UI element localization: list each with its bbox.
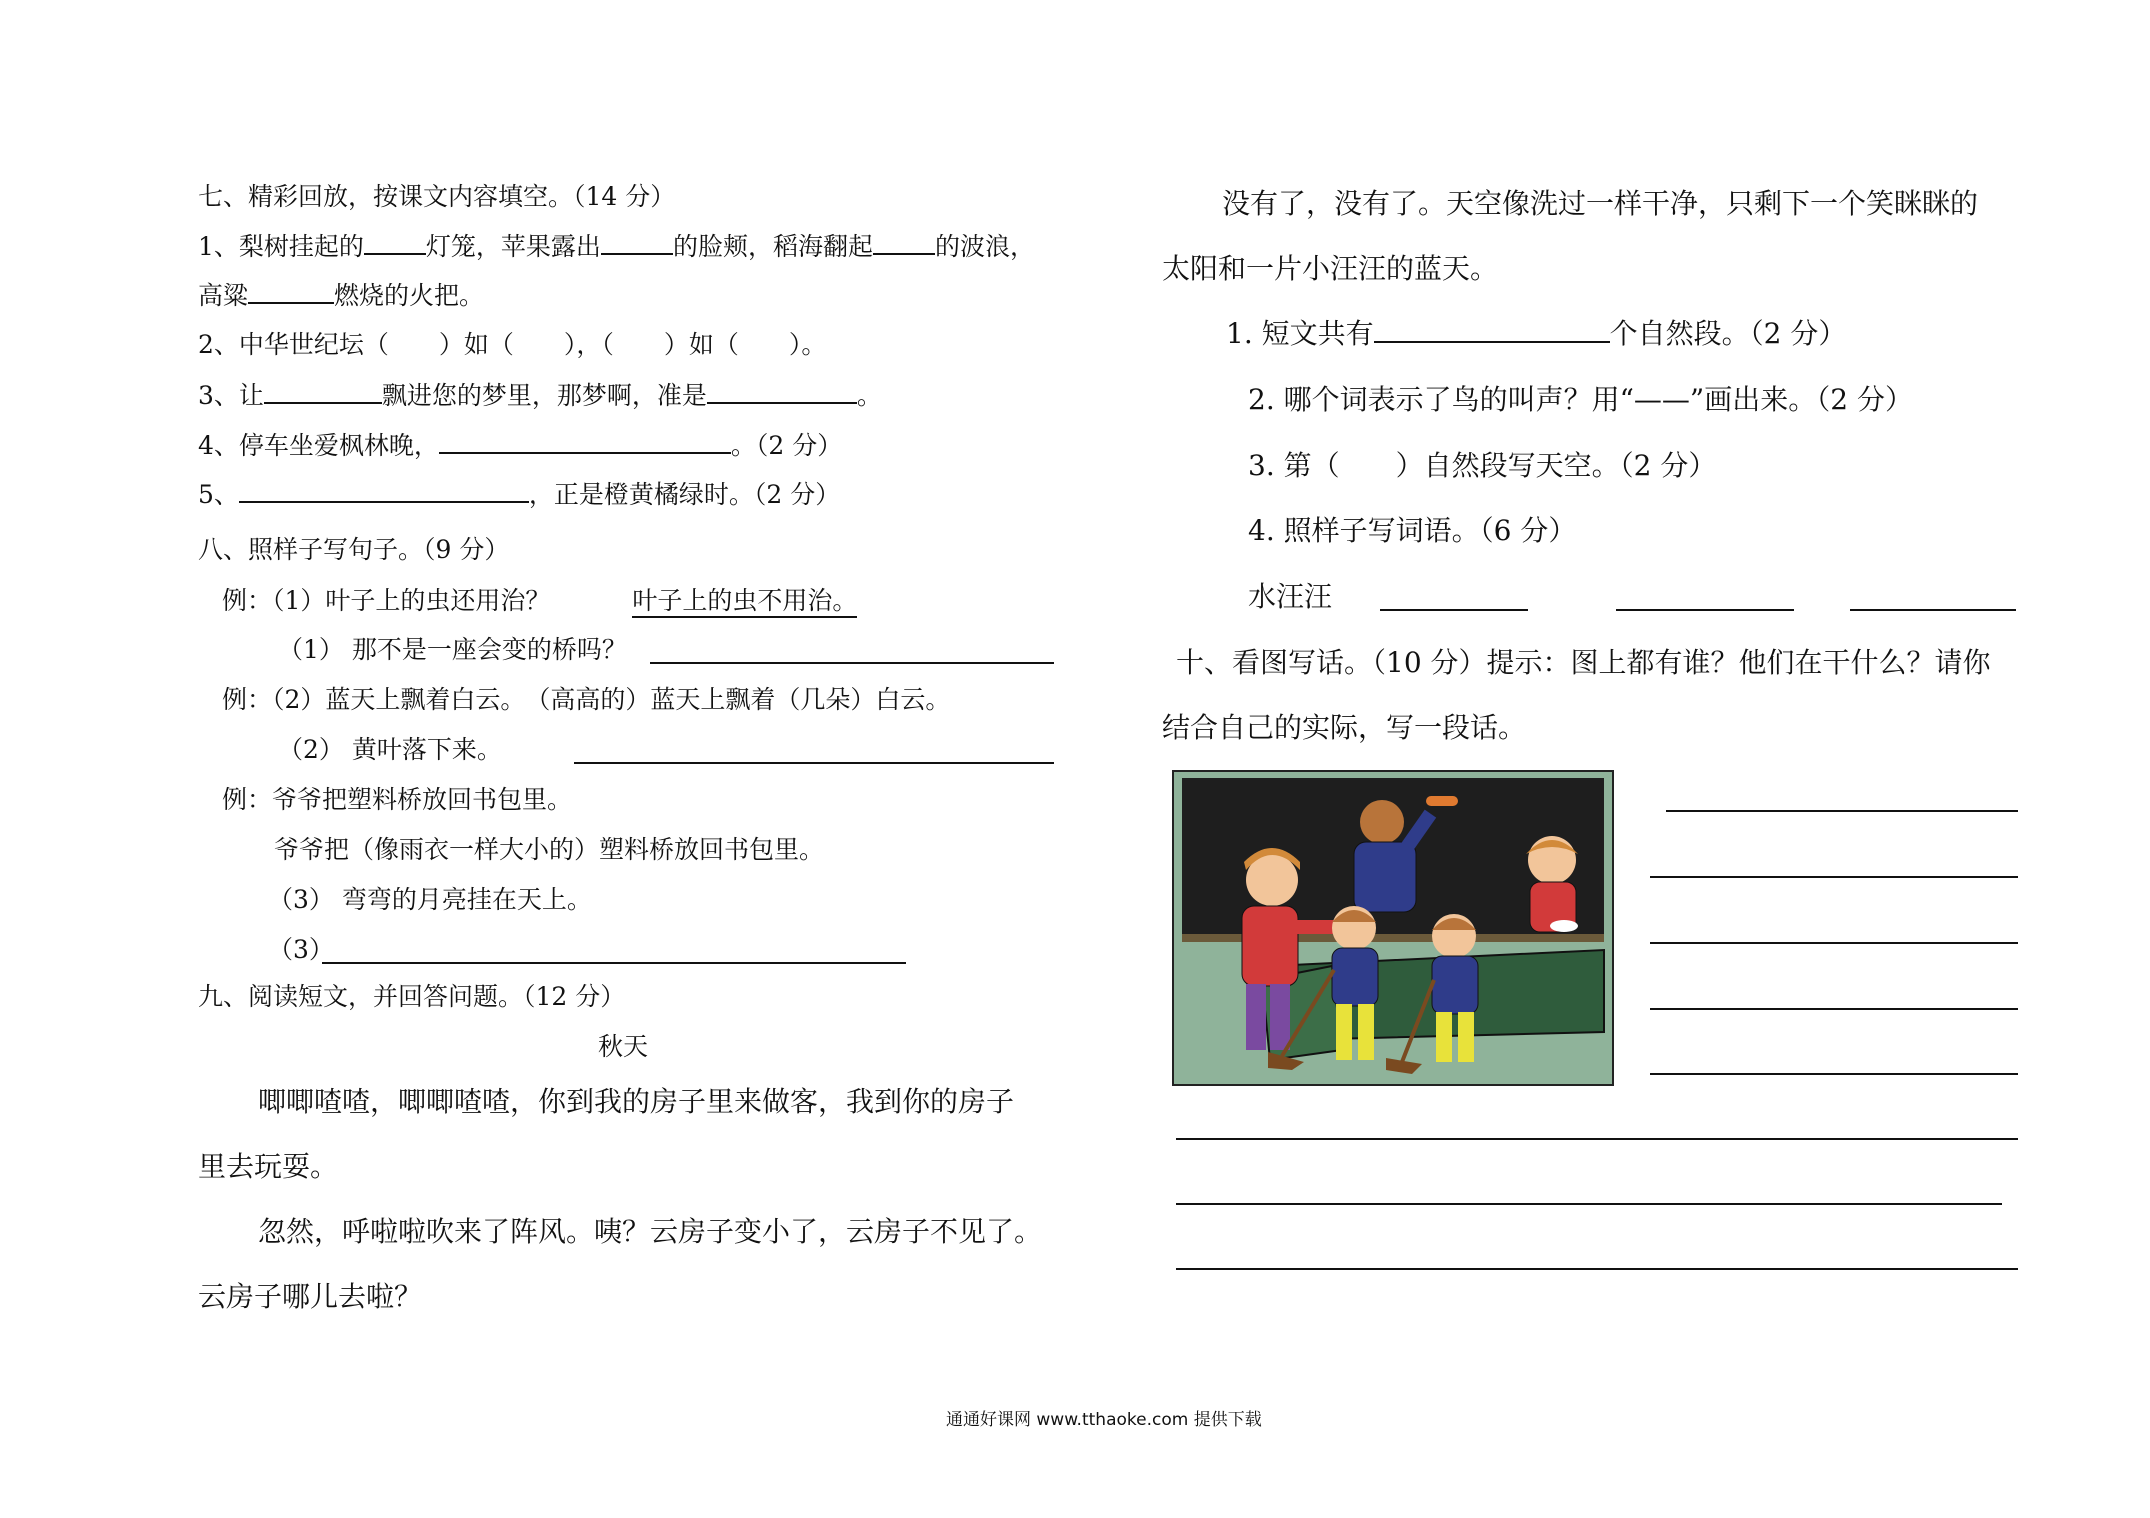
section-7-q1-line1 (198, 229, 1035, 264)
section-8-q3-answer-line[interactable] (322, 962, 906, 964)
question-3: 3. 第（ ）自然段写天空。（2 分） (1248, 449, 1717, 482)
q3-text-b: 飘进您的梦里，那梦啊，准是 (381, 381, 707, 410)
q1-text-f: 燃烧的火把。 (334, 281, 485, 310)
section-10-title: 十、看图写话。（10 分）提示：图上都有谁？他们在干什么？请你 (1176, 646, 1991, 679)
footer-credit: 通通好课网 www.tthaoke.com 提供下载 (946, 1410, 1262, 1430)
q1-blank-1[interactable] (364, 229, 426, 255)
question-1-text-b: 个自然段。（2 分） (1609, 317, 1847, 350)
q1-text-c: 的脸颊，稻海翻起 (672, 232, 873, 261)
section-8-q2-answer-line[interactable] (574, 762, 1054, 764)
section-8-example-3b: 爷爷把（像雨衣一样大小的）塑料桥放回书包里。 (274, 835, 825, 864)
section-8-q1: （1） 那不是一座会变的桥吗？ (278, 635, 627, 664)
story-paragraph-2-line-1: 忽然，呼啦啦吹来了阵风。咦？云房子变小了，云房子不见了。 (258, 1215, 1043, 1248)
q1-blank-3[interactable] (873, 229, 935, 255)
story-paragraph-1-line-1: 唧唧喳喳，唧唧喳喳，你到我的房子里来做客，我到你的房子 (258, 1085, 1015, 1118)
q1-text-e: 高粱 (198, 281, 249, 310)
writing-line-2[interactable] (1650, 876, 2018, 878)
question-4-example: 水汪汪 (1248, 580, 1333, 613)
section-8-q1-answer-line[interactable] (650, 662, 1054, 664)
q5-text-b: ，正是橙黄橘绿时。（2 分） (528, 480, 841, 509)
q1-blank-4[interactable] (248, 278, 334, 304)
q4-text-b: 。（2 分） (730, 431, 843, 460)
writing-line-8[interactable] (1176, 1268, 2018, 1270)
q3-blank-2[interactable] (707, 378, 857, 404)
section-8-example-1 (222, 584, 857, 618)
section-7-q1-line2 (198, 278, 484, 313)
q5-text-a: 5、 (198, 480, 239, 509)
q1-text-d: 的波浪， (934, 232, 1035, 261)
section-7-q3 (198, 378, 882, 413)
question-4: 4. 照样子写词语。（6 分） (1248, 514, 1577, 547)
story-paragraph-3-line-1: 没有了，没有了。天空像洗过一样干净，只剩下一个笑眯眯的 (1222, 187, 1979, 220)
story-paragraph-1-line-2: 里去玩耍。 (198, 1150, 339, 1183)
q4-blank[interactable] (439, 428, 731, 454)
story-paragraph-2-line-2: 云房子哪儿去啦？ (198, 1280, 423, 1313)
section-8-example-2: 例：（2）蓝天上飘着白云。 （高高的）蓝天上飘着（几朵）白云。 (222, 685, 951, 714)
q4-text-a: 4、停车坐爱枫林晚， (198, 431, 439, 460)
section-7-title: 七、精彩回放，按课文内容填空。（14 分） (198, 182, 676, 211)
example-1-label: 例：（1）叶子上的虫还用治？ (222, 586, 551, 615)
writing-line-4[interactable] (1650, 1008, 2018, 1010)
writing-line-7[interactable] (1176, 1203, 2002, 1205)
section-9-title: 九、阅读短文，并回答问题。（12 分） (198, 982, 626, 1011)
section-7-q5 (198, 477, 840, 512)
q3-blank-1[interactable] (264, 378, 382, 404)
question-1-blank[interactable] (1374, 315, 1610, 343)
section-8-example-3a: 例：爷爷把塑料桥放回书包里。 (222, 785, 573, 814)
q3-text-a: 3、让 (198, 381, 264, 410)
section-8-title: 八、照样子写句子。（9 分） (198, 535, 510, 564)
q1-text-a: 1、梨树挂起的 (198, 232, 364, 261)
writing-line-3[interactable] (1650, 942, 2018, 944)
story-paragraph-3-line-2: 太阳和一片小汪汪的蓝天。 (1162, 252, 1499, 285)
story-title: 秋天 (598, 1032, 649, 1061)
section-10-subtitle: 结合自己的实际，写一段话。 (1162, 711, 1527, 744)
q1-text-b: 灯笼，苹果露出 (425, 232, 601, 261)
writing-line-5[interactable] (1650, 1073, 2018, 1075)
question-4-blank-3[interactable] (1850, 609, 2016, 611)
writing-line-1[interactable] (1666, 810, 2018, 812)
example-1-answer: 叶子上的虫不用治。 (632, 586, 857, 618)
section-7-q4 (198, 428, 842, 463)
section-8-q3: （3） 弯弯的月亮挂在天上。 (268, 885, 592, 914)
question-4-blank-2[interactable] (1616, 609, 1794, 611)
q1-blank-2[interactable] (601, 229, 673, 255)
section-8-q3-answer: （3） (268, 935, 334, 964)
section-8-q2: （2） 黄叶落下来。 (278, 735, 502, 764)
question-1-text-a: 1. 短文共有 (1226, 317, 1374, 350)
writing-line-6[interactable] (1176, 1138, 2018, 1140)
classroom-picture (1172, 770, 1614, 1086)
q3-text-c: 。 (856, 381, 882, 410)
question-2: 2. 哪个词表示了鸟的叫声？用“——”画出来。（2 分） (1248, 383, 1913, 416)
section-7-q2: 2、中华世纪坛（ ）如（ ），（ ）如（ ）。 (198, 330, 827, 359)
q5-blank[interactable] (239, 477, 529, 503)
question-4-blank-1[interactable] (1380, 609, 1528, 611)
question-1 (1226, 315, 1846, 353)
